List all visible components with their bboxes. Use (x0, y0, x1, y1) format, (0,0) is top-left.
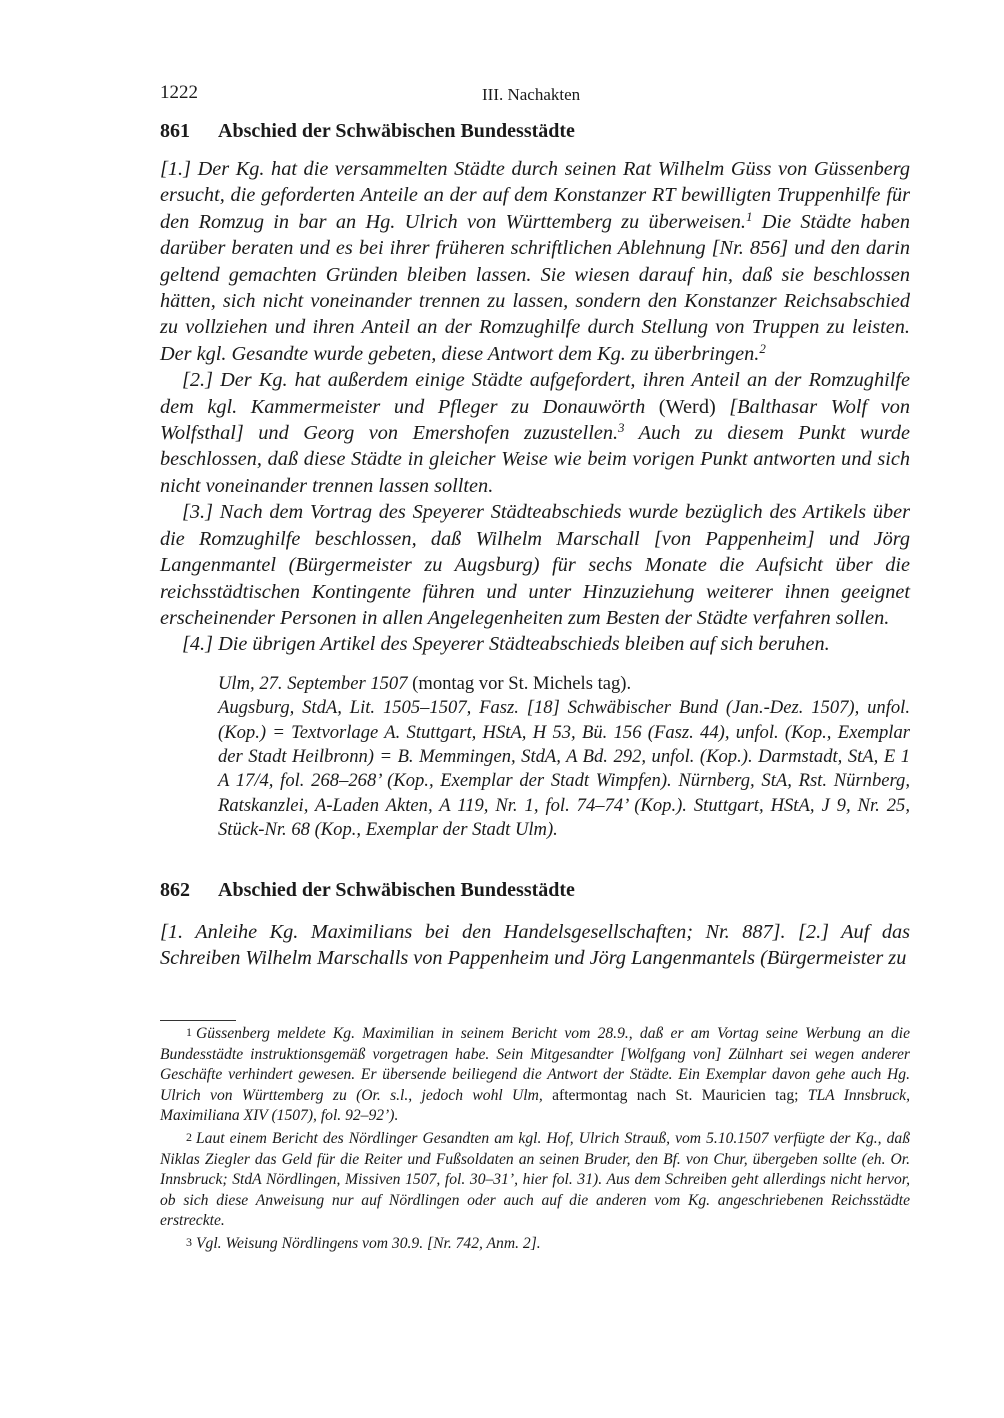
footnote-3: 3 Vgl. Weisung Nördlingens vom 30.9. [Nr. 742, Anm. 2]. (186, 1234, 541, 1252)
running-head (160, 78, 910, 108)
doc-861-title: Abschied der Schwäbischen Bundesstädte (218, 120, 575, 142)
doc-862-title: Abschied der Schwäbischen Bundesstädte (218, 878, 575, 901)
doc-861-paragraph-3: [3.] Nach dem Vortrag des Speyerer Städteabschieds wurde bezüglich des Artikels über die Romzughilfe beschlossen, daß Wilhelm Marschall [von Pappenheim] und Jörg Langenmantel (Bürgermeister zu Augsburg) für sechs Monate die Aufsicht über die reichsstädtischen Kontingente führen und unter Hinzuziehung weiterer ihnen geeignet erscheinender Personen in allen Angelegenheiten zum Besten der Städte verfahren sollen. (160, 501, 910, 629)
doc-862-number: 862 (160, 878, 190, 901)
doc-862-body (160, 919, 910, 972)
page (160, 78, 910, 971)
doc-861-archival-sources: Augsburg, StdA, Lit. 1505–1507, Fasz. [18] Schwäbischer Bund (Jan.-Dez. 1507), unfol. (Kop.) = Textvorlage A. Stuttgart, HStA, H 53, Bü. 156 (Fasz. 44), unfol. (Kop., Exemplar der Stadt Heilbronn) = B. Memmingen, StdA, A Bd. 292, unfol. (Kop.). Darmstadt, StA, E 1 A 17/4, fol. 268–268’ (Kop., Exemplar der Stadt Wimpfen). Nürnberg, StA, Rst. Nürnberg, Ratskanzlei, A-Laden Akten, A 119, Nr. 1, fol. 74–74’ (Kop.). Stuttgart, HStA, J 9, Nr. 25, Stück-Nr. 68 (Kop., Exemplar der Stadt Ulm). (218, 697, 910, 841)
footnote-ref-3[interactable]: 3 (618, 420, 625, 436)
footnote-2-mark: 2 (186, 1129, 192, 1144)
doc-861-source-block (218, 672, 910, 843)
doc-861-paragraph-1: [1.] Der Kg. hat die versammelten Städte durch seinen Rat Wilhelm Güss von Güssenberg ersucht, die geforderten Anteile an der auf dem Konstanzer RT bewilligten Truppenhilfe für den Romzug in bar an Hg. Ulrich von Württemberg zu überweisen.$^1$ Die Städte haben darüber beraten und es bei ihrer früheren schriftlichen Ablehnung [Nr. 856] und den darin geltend gemachten Gründen bleiben lassen. Sie wiesen darauf hin, daß sie beschlossen hätten, sich nicht voneinander trennen zu lassen, sondern den Konstanzer Reichsabschied zu vollziehen und ihren Anteil an der Romzughilfe durch Stellung von Truppen zu leisten. Der kgl. Gesandte wurde gebeten, diese Antwort dem Kg. zu überbringen.$^2$ (160, 158, 910, 365)
footnote-ref-1[interactable]: 1 (745, 208, 753, 224)
doc-861-paragraph-2: [2.] Der Kg. hat außerdem einige Städte aufgefordert, ihren Anteil an der Romzughilfe dem kgl. Kammermeister und Pfleger zu Donauwörth (Werd) [Balthasar Wolf von Wolfsthal] und Georg von Emershofen zuzustellen.$^3$ Auch zu diesem Punkt wurde beschlossen, daß diese Städte in gleicher Weise wie beim vorigen Punkt antworten und sich nicht voneinander trennen lassen sollten. (160, 369, 910, 497)
footnote-3-mark: 3 (186, 1234, 192, 1249)
footnote-separator (160, 1020, 236, 1021)
doc-861-number: 861 (160, 120, 190, 142)
running-section-title: III. Nachakten (482, 85, 581, 104)
footnote-1: 1 Güssenberg meldete Kg. Maximilian in seinem Bericht vom 28.9., daß er am Vortag seine Werbung an die Bundesstädte instruktionsgemäß vorgetragen habe. Sein Mitgesandter [Wolfgang von] Zülnhart sei wegen anderer Geschäfte verhindert gewesen. Er übersende beiliegend die Antwort der Städte. Ein Exemplar davon gehe auch Hg. Ulrich von Württemberg zu (Or. s.l., jedoch wohl Ulm, aftermontag nach St. Mauricien tag; TLA Innsbruck, Maximiliana XIV (1507), fol. 92–92’). (160, 1025, 910, 1125)
doc-861-heading (160, 120, 910, 156)
footnote-2: 2 Laut einem Bericht des Nördlinger Gesandten am kgl. Hof, Ulrich Strauß, vom 5.10.1507 verfügte der Kg., daß Niklas Ziegler das Geld für die Reiter und Fußsoldaten an seinen Bruder, den Bf. von Chur, übergeben sollte (eh. Or. Innsbruck; StdA Nördlingen, Missiven 1507, fol. 30–31’, hier fol. 31). Aus dem Schreiben geht allerdings nicht hervor, ob sich diese Anweisung nur auf Nördlingen oder auch auf die anderen vom Kg. angeschriebenen Reichsstädte erstreckte. (160, 1129, 910, 1230)
doc-862-paragraph-1: [1. Anleihe Kg. Maximilians bei den Handelsgesellschaften; Nr. 887]. [2.] Auf das Schreiben Wilhelm Marschalls von Pappenheim und Jörg Langenmantels (Bürgermeister zu (160, 920, 910, 969)
doc-861-paragraph-4: [4.] Die übrigen Artikel des Speyerer Städteabschieds bleiben auf sich beruhen. (182, 633, 830, 656)
doc-861-body (160, 156, 910, 658)
doc-862-heading (160, 879, 910, 915)
doc-861-dateline: Ulm, 27. September 1507 (montag vor St. Michels tag). (218, 672, 632, 694)
footnote-ref-2[interactable]: 2 (759, 340, 766, 356)
footnote-1-mark: 1 (186, 1025, 192, 1039)
footnotes (160, 1022, 910, 1255)
page-number: 1222 (160, 82, 198, 103)
